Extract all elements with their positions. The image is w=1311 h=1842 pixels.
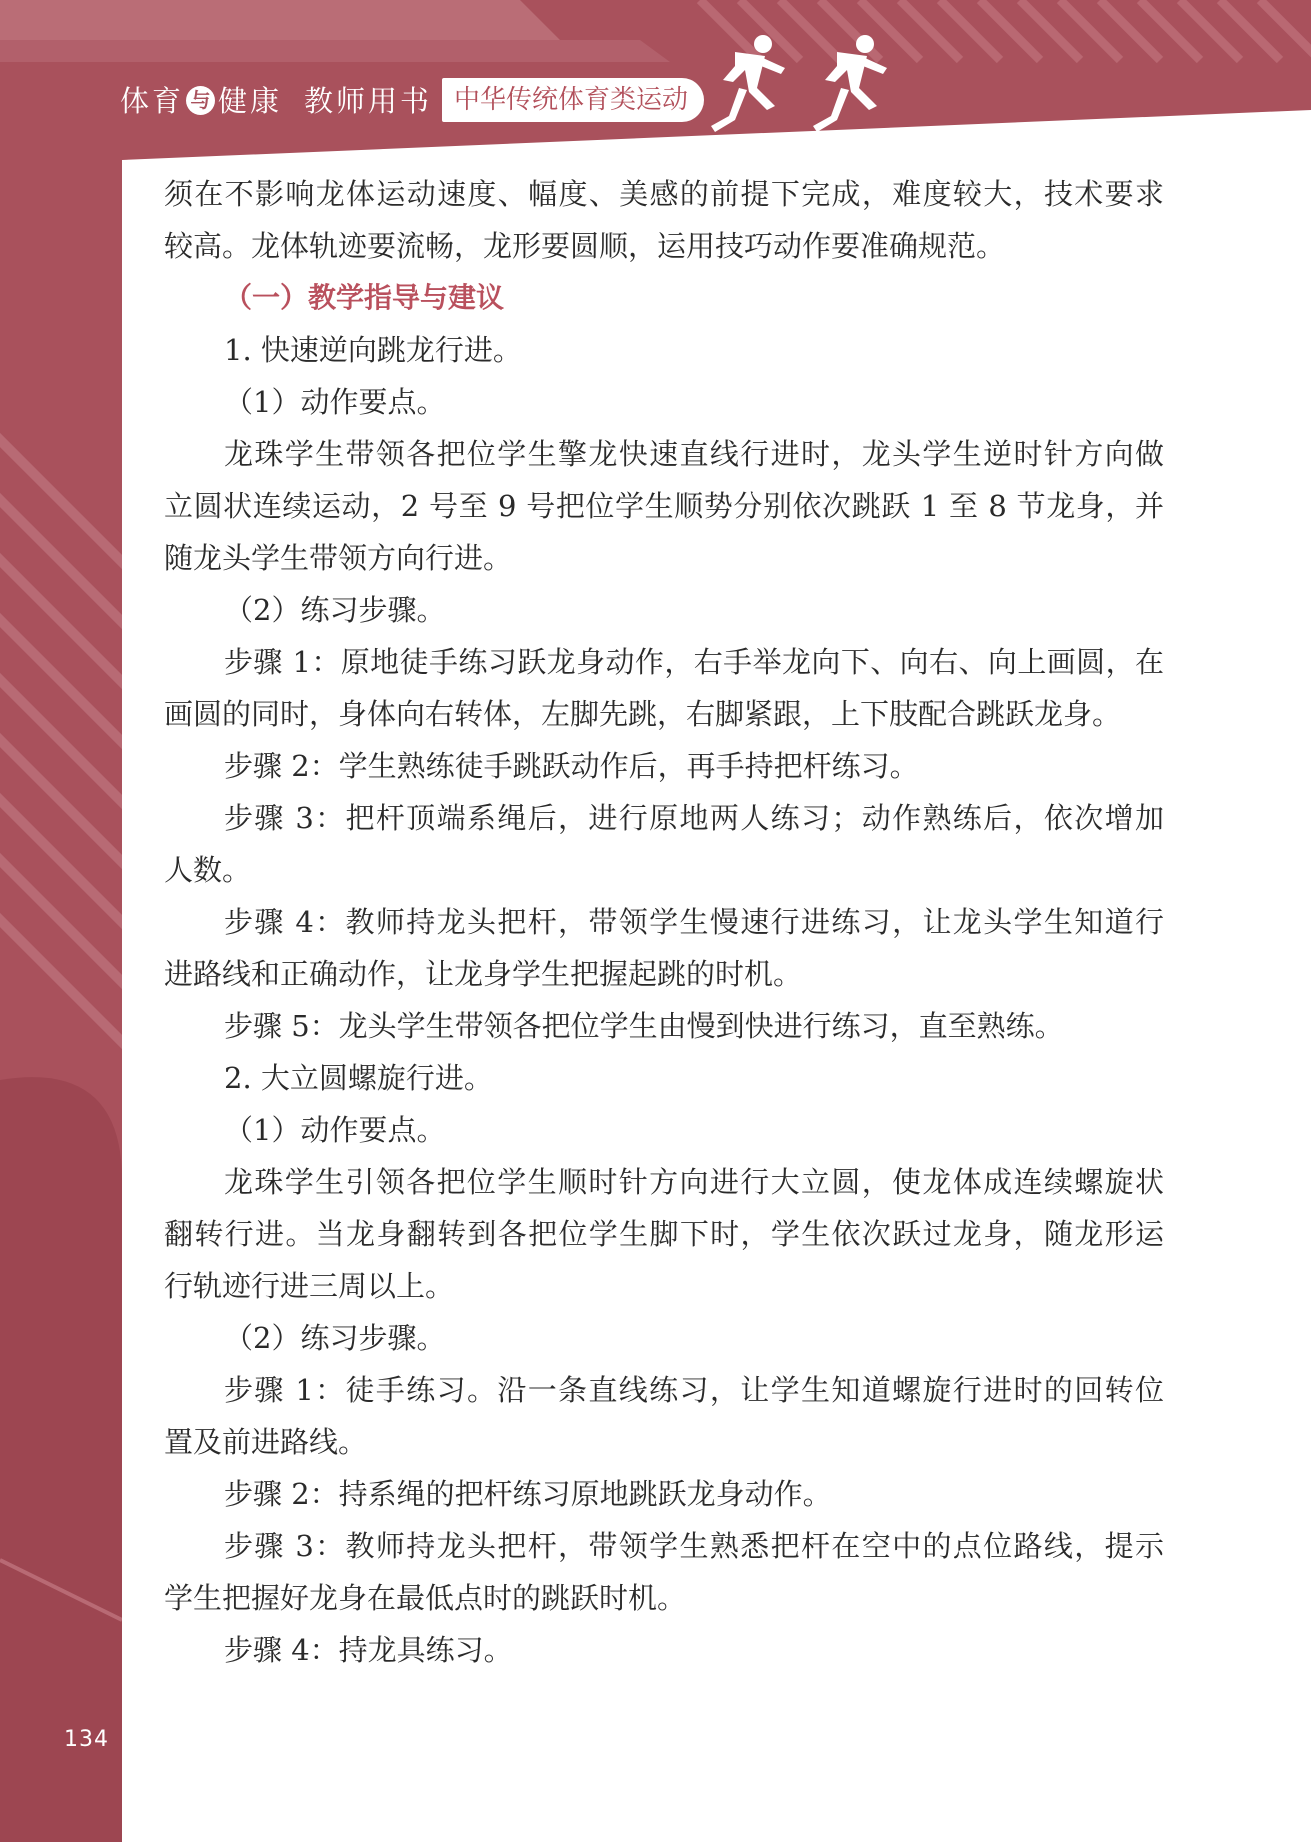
paragraph-line: 人数。 <box>164 853 252 887</box>
paragraph-line: 步骤 5：龙头学生带领各把位学生由慢到快进行练习，直至熟练。 <box>224 1009 1064 1043</box>
paragraph-line: 翻转行进。当龙身翻转到各把位学生脚下时，学生依次跃过龙身，随龙形运 <box>164 1217 1164 1251</box>
paragraph-line: 步骤 3：把杆顶端系绳后，进行原地两人练习；动作熟练后，依次增加 <box>224 801 1164 835</box>
paragraph-line: 较高。龙体轨迹要流畅，龙形要圆顺，运用技巧动作要准确规范。 <box>164 229 1006 263</box>
book-title-connector: 与 <box>186 86 215 115</box>
runners-icon <box>705 30 915 140</box>
paragraph-line: 步骤 4：持龙具练习。 <box>224 1633 513 1667</box>
paragraph-line: 步骤 3：教师持龙头把杆，带领学生熟悉把杆在空中的点位路线，提示 <box>224 1529 1164 1563</box>
paragraph-line: 步骤 1：原地徒手练习跃龙身动作，右手举龙向下、向右、向上画圆，在 <box>224 645 1164 679</box>
paragraph-line: 学生把握好龙身在最低点时的跳跃时机。 <box>164 1581 687 1615</box>
paragraph-line: 步骤 1：徒手练习。沿一条直线练习，让学生知道螺旋行进时的回转位 <box>224 1373 1164 1407</box>
sidebar-decoration <box>0 0 122 1842</box>
subitem-heading: （1）动作要点。 <box>224 385 446 419</box>
chapter-tag: 中华传统体育类运动 <box>442 78 704 122</box>
page-number: 134 <box>64 1727 109 1752</box>
item-heading: 1. 快速逆向跳龙行进。 <box>224 333 522 367</box>
subitem-heading: （2）练习步骤。 <box>224 1321 446 1355</box>
paragraph-line: 须在不影响龙体运动速度、幅度、美感的前提下完成，难度较大，技术要求 <box>164 177 1164 211</box>
item-heading: 2. 大立圆螺旋行进。 <box>224 1061 493 1095</box>
paragraph-line: 行轨迹行进三周以上。 <box>164 1269 455 1303</box>
paragraph-line: 龙珠学生带领各把位学生擎龙快速直线行进时，龙头学生逆时针方向做 <box>224 437 1164 471</box>
paragraph-line: 置及前进路线。 <box>164 1425 368 1459</box>
paragraph-line: 随龙头学生带领方向行进。 <box>164 541 513 575</box>
paragraph-line: 立圆状连续运动，2 号至 9 号把位学生顺势分别依次跳跃 1 至 8 节龙身，并 <box>164 489 1164 523</box>
book-title: 健康 <box>218 84 283 118</box>
section-heading: （一）教学指导与建议 <box>224 281 505 314</box>
paragraph-line: 画圆的同时，身体向右转体，左脚先跳，右脚紧跟，上下肢配合跳跃龙身。 <box>164 697 1122 731</box>
paragraph-line: 龙珠学生引领各把位学生顺时针方向进行大立圆，使龙体成连续螺旋状 <box>224 1165 1164 1199</box>
paragraph-line: 步骤 2：持系绳的把杆练习原地跳跃龙身动作。 <box>224 1477 832 1511</box>
book-title: 体育 <box>120 84 185 118</box>
subitem-heading: （2）练习步骤。 <box>224 593 446 627</box>
paragraph-line: 步骤 4：教师持龙头把杆，带领学生慢速行进练习，让龙头学生知道行 <box>224 905 1164 939</box>
subitem-heading: （1）动作要点。 <box>224 1113 446 1147</box>
paragraph-line: 进路线和正确动作，让龙身学生把握起跳的时机。 <box>164 957 803 991</box>
book-subtitle: 教师用书 <box>304 84 433 118</box>
paragraph-line: 步骤 2：学生熟练徒手跳跃动作后，再手持把杆练习。 <box>224 749 919 783</box>
